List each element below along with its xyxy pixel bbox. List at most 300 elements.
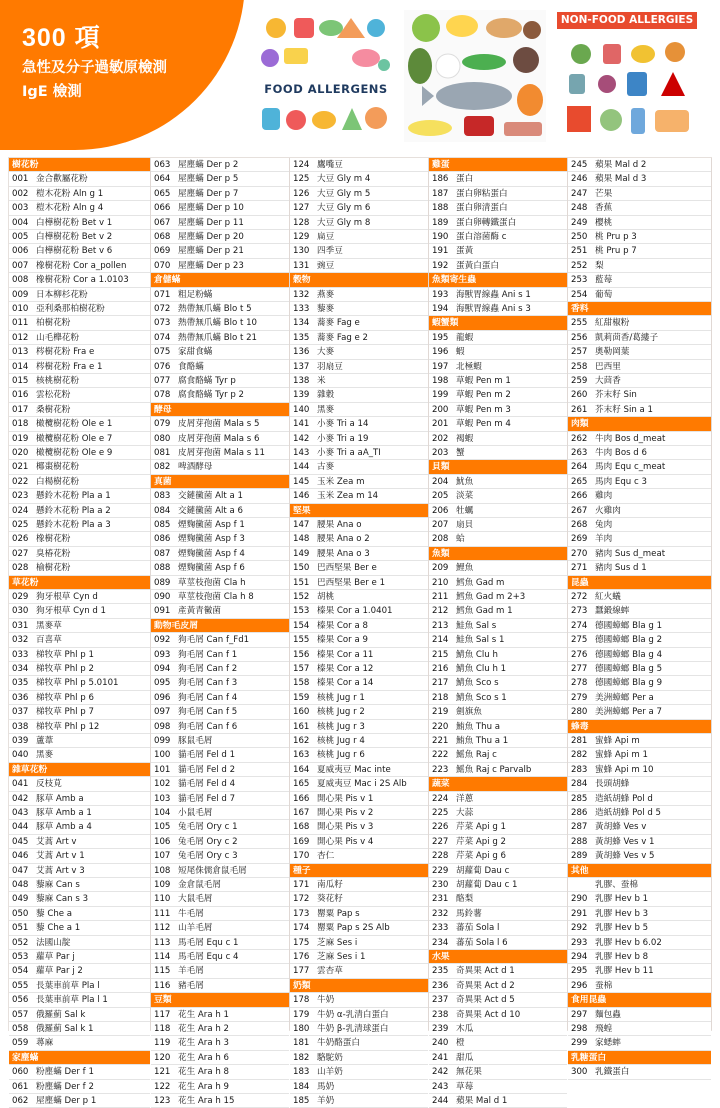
table-row xyxy=(290,288,428,302)
category-header: 動物毛皮屑 xyxy=(151,619,289,633)
table-row xyxy=(151,878,289,892)
item-number: 050 xyxy=(12,908,29,919)
item-number: 035 xyxy=(12,678,29,689)
table-row xyxy=(290,403,428,417)
item-number: 203 xyxy=(432,448,449,458)
table-row xyxy=(429,720,567,734)
table-row xyxy=(568,907,711,921)
item-number: 109 xyxy=(154,880,171,890)
table-row xyxy=(290,360,428,374)
table-row xyxy=(9,936,150,950)
table-row xyxy=(429,763,567,777)
item-name: 草莖枝孢菌 Cla h 8 xyxy=(178,592,254,602)
item-number: 113 xyxy=(154,937,171,948)
item-name: 羊毛屑 xyxy=(178,966,204,977)
item-number: 204 xyxy=(432,476,449,487)
item-number: 118 xyxy=(154,1024,171,1034)
table-row xyxy=(290,302,428,316)
item-name: 羽扇豆 xyxy=(317,361,343,372)
table-row xyxy=(568,216,711,230)
table-row xyxy=(429,662,567,676)
table-row xyxy=(151,316,289,330)
table-row xyxy=(9,806,150,820)
item-number: 112 xyxy=(154,923,171,934)
table-row xyxy=(290,446,428,460)
item-name: 香蕉 xyxy=(595,203,613,214)
item-name: 乳鐵蛋白 xyxy=(595,1067,630,1078)
table-row xyxy=(290,633,428,647)
category-header: 草花粉 xyxy=(9,576,150,590)
item-number: 039 xyxy=(12,736,29,746)
table-row xyxy=(151,849,289,863)
item-name: 奇異果 Act d 5 xyxy=(456,995,515,1006)
item-name: 馬鈴薯 xyxy=(456,908,482,919)
table-row xyxy=(290,907,428,921)
table-row xyxy=(9,547,150,561)
item-name: 德國蟑螂 Bla g 4 xyxy=(595,649,663,660)
category-header: 倉儲蟎 xyxy=(151,273,289,287)
item-number: 013 xyxy=(12,347,29,358)
table-row xyxy=(290,244,428,258)
item-name: 煙麴黴菌 Asp f 4 xyxy=(178,548,245,559)
table-row xyxy=(429,878,567,892)
item-name: 腰果 Ana o xyxy=(317,520,362,530)
item-number: 253 xyxy=(571,275,588,286)
table-row xyxy=(9,676,150,690)
item-name: 反枝莧 xyxy=(36,779,62,790)
item-number: 073 xyxy=(154,318,171,329)
table-row xyxy=(9,187,150,201)
title-banner xyxy=(0,0,245,150)
table-row xyxy=(429,374,567,388)
item-number: 185 xyxy=(293,1096,310,1106)
item-name: 鯖魚 Clu h xyxy=(456,649,498,660)
item-number: 030 xyxy=(12,606,29,617)
item-name: 花生 Ara h 2 xyxy=(178,1024,229,1034)
item-name: 榛果 Cor a 1.0401 xyxy=(317,606,393,617)
item-name: 蜜蜂 Api m 1 xyxy=(595,750,648,761)
item-name: 屋塵蟎 Der p 7 xyxy=(178,188,239,199)
item-name: 屋塵蟎 Der p 21 xyxy=(178,246,244,257)
item-name: 大豆 Gly m 6 xyxy=(317,203,371,214)
item-name: 榿木花粉 Aln g 4 xyxy=(36,203,104,214)
table-row xyxy=(290,1051,428,1065)
item-number: 252 xyxy=(571,260,588,271)
item-number: 222 xyxy=(432,750,449,761)
item-number: 206 xyxy=(432,505,449,516)
table-row xyxy=(568,648,711,662)
header xyxy=(0,0,720,150)
item-number: 199 xyxy=(432,390,449,401)
item-number: 071 xyxy=(154,289,171,300)
item-number: 110 xyxy=(154,894,171,905)
item-name: 皮屑芽孢菌 Mala s 5 xyxy=(178,419,260,430)
item-name: 粉塵蟎 Der f 2 xyxy=(36,1081,94,1092)
table-row xyxy=(151,806,289,820)
table-row xyxy=(9,360,150,374)
table-row xyxy=(568,878,711,892)
table-row xyxy=(290,532,428,546)
item-number: 115 xyxy=(154,966,171,977)
item-number: 284 xyxy=(571,779,588,790)
item-number: 133 xyxy=(293,304,310,314)
item-name: 黑麥草 xyxy=(36,620,62,631)
table-row xyxy=(429,1008,567,1022)
table-row xyxy=(290,201,428,215)
table-row xyxy=(290,547,428,561)
table-row xyxy=(568,936,711,950)
item-name: 貓毛屑 Fel d 7 xyxy=(178,793,236,804)
table-row xyxy=(9,878,150,892)
item-name: 榿木花粉 Aln g 1 xyxy=(36,188,104,199)
table-row xyxy=(9,302,150,316)
item-name: 乳膠 Hev b 11 xyxy=(595,966,654,977)
item-number: 062 xyxy=(12,1096,29,1106)
item-name: 芒果 xyxy=(595,188,613,199)
item-number: 166 xyxy=(293,793,310,804)
item-name: 牛肉 Bos d_meat xyxy=(595,433,666,444)
table-row xyxy=(151,936,289,950)
item-name: 美洲蟑螂 Per a xyxy=(595,692,654,703)
table-row xyxy=(429,792,567,806)
item-number: 177 xyxy=(293,966,310,977)
item-number: 155 xyxy=(293,635,310,646)
table-row xyxy=(9,705,150,719)
category-header: 魚類寄生蟲 xyxy=(429,273,567,287)
item-name: 蘋果 Mal d 1 xyxy=(456,1096,508,1106)
item-name: 榛果 Cor a 9 xyxy=(317,635,368,646)
item-number: 179 xyxy=(293,1009,310,1020)
item-number: 271 xyxy=(571,563,588,574)
table-row xyxy=(568,518,711,532)
item-number: 093 xyxy=(154,649,171,660)
item-name: 花生 Ara h 1 xyxy=(178,1009,229,1020)
item-name: 米 xyxy=(317,376,326,386)
item-name: 蜜蜂 Api m 10 xyxy=(595,764,654,775)
table-row xyxy=(290,936,428,950)
item-number: 149 xyxy=(293,548,310,559)
item-number: 091 xyxy=(154,606,171,617)
item-name: 蛋白溶菌酶 c xyxy=(456,232,507,242)
item-name: 小鼠毛屑 xyxy=(178,808,213,818)
item-number: 264 xyxy=(571,462,588,473)
item-number: 270 xyxy=(571,548,588,559)
table-row xyxy=(290,806,428,820)
table-row xyxy=(290,892,428,906)
item-number: 219 xyxy=(432,707,449,718)
item-number: 032 xyxy=(12,635,29,646)
table-row xyxy=(429,806,567,820)
item-name: 古麥 xyxy=(317,462,335,473)
item-number: 267 xyxy=(571,505,588,516)
item-name: 短尾侏儒倉鼠毛屑 xyxy=(178,865,247,876)
table-row xyxy=(290,187,428,201)
item-name: 食酪蟎 xyxy=(178,361,204,372)
table-row xyxy=(429,936,567,950)
table-row xyxy=(9,331,150,345)
item-number: 135 xyxy=(293,332,310,343)
item-number: 225 xyxy=(432,808,449,818)
item-number: 198 xyxy=(432,376,449,386)
table-row xyxy=(290,763,428,777)
item-number: 021 xyxy=(12,462,29,473)
item-number: 125 xyxy=(293,174,310,185)
item-number: 074 xyxy=(154,332,171,343)
item-number: 146 xyxy=(293,491,310,502)
item-name: 核桃 Jug r 4 xyxy=(317,736,365,746)
item-number: 163 xyxy=(293,750,310,761)
item-name: 皮屑芽孢菌 Mala s 11 xyxy=(178,448,265,458)
item-name: 屋塵蟎 Der p 10 xyxy=(178,203,244,214)
item-name: 兔毛屑 Ory c 1 xyxy=(178,822,238,833)
category-header: 香料 xyxy=(568,302,711,316)
table-row xyxy=(151,777,289,791)
item-number: 257 xyxy=(571,347,588,358)
item-number: 276 xyxy=(571,649,588,660)
item-name: 扇貝 xyxy=(456,520,474,530)
item-number: 193 xyxy=(432,289,449,300)
item-number: 137 xyxy=(293,361,310,372)
table-row xyxy=(151,835,289,849)
item-number: 006 xyxy=(12,246,29,257)
table-row xyxy=(9,648,150,662)
item-name: 馬毛屑 Equ c 1 xyxy=(178,937,239,948)
item-number: 213 xyxy=(432,620,449,631)
item-name: 奇異果 Act d 10 xyxy=(456,1009,521,1020)
item-name: 狗毛屑 Can f 4 xyxy=(178,692,238,703)
item-number: 180 xyxy=(293,1024,310,1034)
item-number: 042 xyxy=(12,793,29,804)
item-name: 白樺樹花粉 Bet v 2 xyxy=(36,232,113,242)
table-row xyxy=(429,1051,567,1065)
item-name: 乳膠 Hev b 5 xyxy=(595,923,649,934)
table-row xyxy=(290,921,428,935)
item-number: 056 xyxy=(12,995,29,1006)
table-row xyxy=(290,604,428,618)
item-number: 200 xyxy=(432,404,449,415)
table-row xyxy=(290,878,428,892)
table-row xyxy=(9,388,150,402)
allergen-table xyxy=(8,157,712,1106)
item-name: 劍旗魚 xyxy=(456,707,482,718)
item-name: 熱帶無爪蟎 Blo t 5 xyxy=(178,304,252,314)
item-number: 291 xyxy=(571,908,588,919)
table-row xyxy=(568,835,711,849)
item-number: 161 xyxy=(293,721,310,732)
item-number: 122 xyxy=(154,1081,171,1092)
item-number: 191 xyxy=(432,246,449,257)
table-column xyxy=(290,158,429,1106)
item-number: 281 xyxy=(571,736,588,746)
table-row xyxy=(568,748,711,762)
item-name: 核桃 Jug r 1 xyxy=(317,692,365,703)
table-column xyxy=(568,158,712,1078)
item-name: 藜麻 Can s 3 xyxy=(36,894,89,905)
table-column xyxy=(151,158,290,1106)
item-number: 085 xyxy=(154,520,171,530)
item-number: 058 xyxy=(12,1024,29,1034)
item-name: 長頭胡蜂 xyxy=(595,779,630,790)
table-row xyxy=(429,201,567,215)
item-number: 173 xyxy=(293,908,310,919)
item-number: 105 xyxy=(154,822,171,833)
table-row xyxy=(290,676,428,690)
table-row xyxy=(290,993,428,1007)
item-name: 蛋白卵轉鐵蛋白 xyxy=(456,217,517,228)
table-row xyxy=(568,547,711,561)
item-name: 麵包蟲 xyxy=(595,1009,621,1020)
item-number: 023 xyxy=(12,491,29,502)
item-number: 119 xyxy=(154,1038,171,1049)
item-number: 011 xyxy=(12,318,29,329)
item-number: 144 xyxy=(293,462,310,473)
category-header: 穀物 xyxy=(290,273,428,287)
item-name: 藜 Che a 1 xyxy=(36,923,81,934)
item-name: 狗牙根草 Cyn d 1 xyxy=(36,606,107,617)
table-row xyxy=(151,172,289,186)
item-number: 248 xyxy=(571,203,588,214)
category-header: 肉類 xyxy=(568,417,711,431)
item-name: 豚草 Amb a 1 xyxy=(36,808,92,818)
item-name: 芹菜 Api g 2 xyxy=(456,836,507,847)
item-name: 榛果 Cor a 12 xyxy=(317,664,374,674)
table-row xyxy=(568,158,711,172)
table-row xyxy=(568,259,711,273)
item-name: 兔毛屑 Ory c 3 xyxy=(178,851,238,862)
table-row xyxy=(9,475,150,489)
item-name: 乳膠 Hev b 8 xyxy=(595,952,649,962)
item-name: 蠶鍛線蟀 xyxy=(595,606,630,617)
item-number: 232 xyxy=(432,908,449,919)
item-number: 288 xyxy=(571,836,588,847)
table-row xyxy=(151,1051,289,1065)
table-row xyxy=(151,1080,289,1094)
item-number: 152 xyxy=(293,592,310,602)
table-row xyxy=(151,187,289,201)
item-name: 懸鈴木花粉 Pla a 1 xyxy=(36,491,111,502)
item-name: 淡菜 xyxy=(456,491,474,502)
table-row xyxy=(151,374,289,388)
table-row xyxy=(151,576,289,590)
item-name: 屋塵蟎 Der p 20 xyxy=(178,232,244,242)
item-name: 橡樹花粉 Cor a_pollen xyxy=(36,260,127,271)
item-name: 蘋果 Mal d 3 xyxy=(595,174,647,185)
item-name: 狗毛屑 Can f 5 xyxy=(178,707,238,718)
table-column xyxy=(9,158,151,1106)
item-name: 雲松花粉 xyxy=(36,390,71,401)
item-name: 鷹嘴豆 xyxy=(317,160,343,170)
table-row xyxy=(568,374,711,388)
item-number: 130 xyxy=(293,246,310,257)
item-number: 052 xyxy=(12,937,29,948)
table-row xyxy=(151,907,289,921)
item-name: 黃胡蜂 Ves v xyxy=(595,822,647,833)
table-row xyxy=(151,763,289,777)
item-name: 德國蟑螂 Bla g 9 xyxy=(595,678,663,689)
table-row xyxy=(9,316,150,330)
item-name: 鰩魚 Raj c xyxy=(456,750,497,761)
table-row xyxy=(568,244,711,258)
item-number: 147 xyxy=(293,520,310,530)
item-number: 234 xyxy=(432,937,449,948)
item-number: 019 xyxy=(12,433,29,444)
table-row xyxy=(151,489,289,503)
table-row xyxy=(290,820,428,834)
table-row xyxy=(429,302,567,316)
item-number: 096 xyxy=(154,692,171,703)
item-number: 024 xyxy=(12,505,29,516)
item-name: 交鏈黴菌 Alt a 6 xyxy=(178,505,243,516)
item-name: 草蝦 Pen m 1 xyxy=(456,376,511,386)
table-row xyxy=(9,446,150,460)
item-number: 269 xyxy=(571,534,588,545)
item-name: 梯牧草 Phl p 2 xyxy=(36,664,94,674)
item-number: 259 xyxy=(571,376,588,386)
item-name: 艾蒿 Art v 1 xyxy=(36,851,85,862)
table-row xyxy=(290,489,428,503)
item-name: 金合歡屬花粉 xyxy=(36,174,88,185)
table-row xyxy=(568,288,711,302)
item-name: 豚草 Amb a 4 xyxy=(36,822,92,833)
table-row xyxy=(151,662,289,676)
table-row xyxy=(290,748,428,762)
category-header: 乳糖蛋白 xyxy=(568,1051,711,1065)
table-row xyxy=(429,360,567,374)
item-name: 榛果 Cor a 14 xyxy=(317,678,374,689)
table-row xyxy=(290,1022,428,1036)
food-photo-illustration xyxy=(404,10,546,142)
table-row xyxy=(429,691,567,705)
item-number: 140 xyxy=(293,404,310,415)
table-row xyxy=(429,518,567,532)
table-row xyxy=(429,648,567,662)
table-row xyxy=(290,619,428,633)
item-name: 開心果 Pis v 3 xyxy=(317,822,374,833)
item-number: 280 xyxy=(571,707,588,718)
item-name: 桃 Pru p 3 xyxy=(595,232,637,242)
item-name: 腐食酪蟎 Tyr p 2 xyxy=(178,390,245,401)
table-row xyxy=(290,777,428,791)
item-name: 奧勒岡葉 xyxy=(595,347,630,358)
table-row xyxy=(568,921,711,935)
item-number: 172 xyxy=(293,894,310,905)
table-row xyxy=(429,676,567,690)
item-name: 家甜食蟎 xyxy=(178,347,213,358)
item-number: 028 xyxy=(12,563,29,574)
item-name: 牛奶酪蛋白 xyxy=(317,1038,360,1049)
item-name: 榆樹花粉 xyxy=(36,563,71,574)
item-name: 狗牙根草 Cyn d xyxy=(36,592,98,602)
table-row xyxy=(9,417,150,431)
table-row xyxy=(429,403,567,417)
item-number: 156 xyxy=(293,649,310,660)
table-row xyxy=(9,432,150,446)
item-name: 乳膠 Hev b 3 xyxy=(595,908,649,919)
item-number: 262 xyxy=(571,433,588,444)
item-number: 082 xyxy=(154,462,171,473)
table-row xyxy=(151,676,289,690)
table-row xyxy=(151,748,289,762)
item-name: 雞肉 xyxy=(595,491,613,502)
item-name: 花生 Ara h 8 xyxy=(178,1067,229,1078)
item-number: 108 xyxy=(154,865,171,876)
table-row xyxy=(151,345,289,359)
category-header: 雜草花粉 xyxy=(9,763,150,777)
item-number: 217 xyxy=(432,678,449,689)
item-name: 蕎麥 Fag e 2 xyxy=(317,332,369,343)
table-row xyxy=(290,518,428,532)
item-name: 草蝦 Pen m 4 xyxy=(456,419,511,430)
